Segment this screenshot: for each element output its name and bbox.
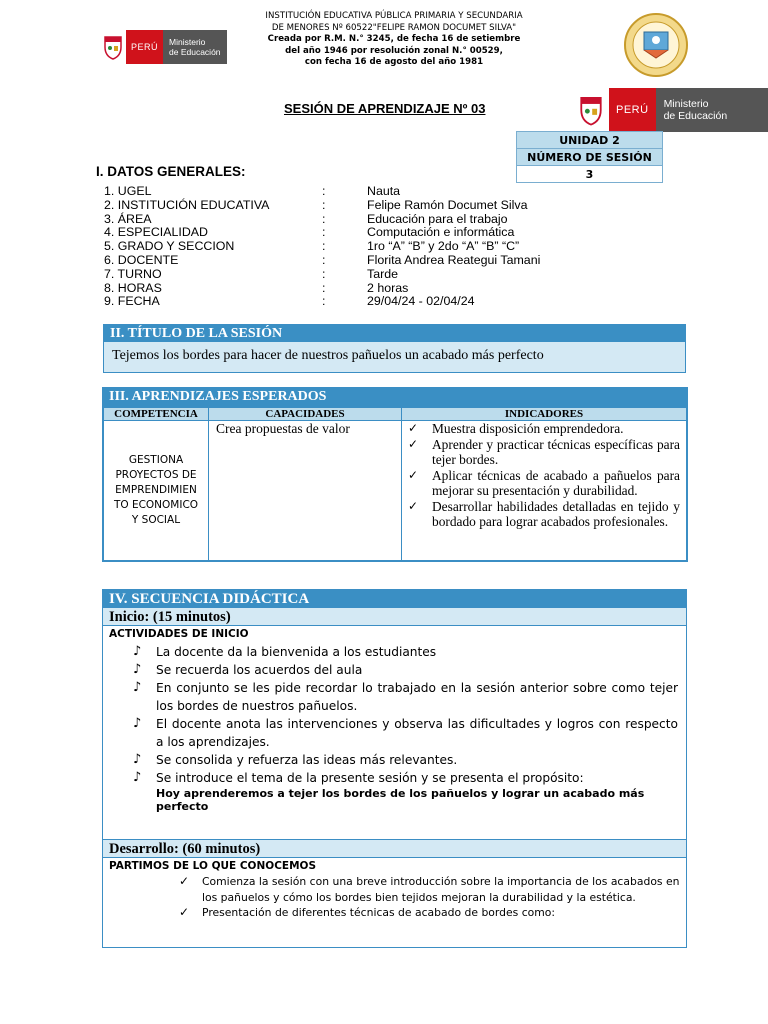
datos-colon: : bbox=[322, 225, 326, 240]
competencia-line: EMPRENDIMIEN bbox=[115, 484, 197, 496]
datos-row bbox=[104, 268, 564, 282]
secuencia-heading: IV. SECUENCIA DIDÁCTICA bbox=[103, 590, 686, 607]
list-item: ✓ Aplicar técnicas de acabado a pañuelos para mejorar su presentación y durabilidad. bbox=[408, 467, 680, 498]
datos-row bbox=[104, 185, 564, 199]
datos-value: Nauta bbox=[367, 184, 401, 198]
desarrollo-list bbox=[103, 874, 686, 921]
datos-key: 8. HORAS bbox=[104, 280, 162, 295]
inicio-heading: Inicio: (15 minutos) bbox=[103, 607, 686, 626]
datos-key: 3. ÁREA bbox=[104, 211, 152, 226]
music-note-icon: ♪ bbox=[133, 680, 142, 695]
datos-value: Computación e informática bbox=[367, 225, 515, 240]
capacidad-cell: Crea propuestas de valor bbox=[209, 421, 402, 561]
datos-row bbox=[104, 226, 564, 240]
list-item: ♪ Se introduce el tema de la presente sesión y se presenta el propósito: bbox=[133, 770, 584, 785]
datos-list bbox=[104, 185, 564, 309]
session-number-value: 3 bbox=[517, 166, 663, 183]
music-note-icon: ♪ bbox=[133, 752, 142, 767]
check-icon: ✓ bbox=[179, 905, 190, 919]
desarrollo-content bbox=[103, 859, 686, 921]
ministerio-line1: Ministerio bbox=[169, 37, 206, 47]
ministerio-line2: de Educación bbox=[169, 47, 221, 57]
datos-value: 29/04/24 - 02/04/24 bbox=[367, 294, 475, 309]
titulo-sesion-heading: II. TÍTULO DE LA SESIÓN bbox=[104, 325, 685, 342]
datos-row bbox=[104, 213, 564, 227]
ministerio-line1: Ministerio bbox=[663, 98, 709, 110]
datos-value: 2 horas bbox=[367, 280, 409, 295]
school-line2: DE MENORES Nº 60522"FELIPE RAMON DOCUMET SILVA" bbox=[271, 22, 517, 33]
datos-key: 9. FECHA bbox=[104, 294, 160, 309]
list-item: ✓ Comienza la sesión con una breve introducción sobre la importancia de los acabados en los pañuelos y cómo los bordes bien tejidos mejoran la durabilidad y la estética. bbox=[179, 874, 680, 904]
datos-key: 7. TURNO bbox=[104, 266, 162, 281]
col-indicadores: INDICADORES bbox=[402, 408, 687, 421]
session-number-label: NÚMERO DE SESIÓN bbox=[517, 149, 663, 166]
school-header bbox=[248, 11, 540, 69]
datos-key: 1. UGEL bbox=[104, 184, 152, 198]
list-item: ♪ En conjunto se les pide recordar lo trabajado en la sesión anterior sobre como tejer los bordes de nuestros pañuelos. bbox=[133, 680, 678, 713]
list-item: ♪ Se recuerda los acuerdos del aula bbox=[133, 662, 363, 677]
datos-value: Felipe Ramón Documet Silva bbox=[367, 197, 528, 212]
datos-colon: : bbox=[322, 252, 326, 267]
actividades-heading: ACTIVIDADES DE INICIO bbox=[109, 628, 249, 640]
proposito-text: Hoy aprenderemos a tejer los bordes de los pañuelos y lograr un acabado más perfecto bbox=[156, 787, 645, 813]
school-line1: INSTITUCIÓN EDUCATIVA PÚBLICA PRIMARIA Y SECUNDARIA bbox=[265, 11, 523, 21]
competencia-line: Y SOCIAL bbox=[131, 514, 181, 526]
datos-row bbox=[104, 254, 564, 268]
aprendizajes-heading: III. APRENDIZAJES ESPERADOS bbox=[103, 388, 687, 407]
check-icon: ✓ bbox=[408, 421, 419, 435]
list-item: ♪ El docente anota las intervenciones y observa las dificultades y logros con respecto a los aprendizajes. bbox=[133, 716, 678, 749]
music-note-icon: ♪ bbox=[133, 644, 142, 659]
datos-colon: : bbox=[322, 266, 326, 281]
school-seal bbox=[624, 12, 688, 83]
col-competencia: COMPETENCIA bbox=[104, 408, 209, 421]
coat-of-arms-icon bbox=[100, 30, 126, 64]
partimos-heading: PARTIMOS DE LO QUE CONOCEMOS bbox=[109, 860, 317, 872]
datos-value: Educación para el trabajo bbox=[367, 211, 508, 226]
list-item: ✓ Presentación de diferentes técnicas de acabado de bordes como: bbox=[179, 905, 556, 919]
competencia-line: PROYECTOS DE bbox=[115, 469, 197, 481]
datos-value: Florita Andrea Reategui Tamani bbox=[367, 252, 541, 267]
ministerio-line2: de Educación bbox=[663, 110, 728, 122]
creation-line3: con fecha 16 de agosto del año 1981 bbox=[304, 57, 484, 67]
check-icon: ✓ bbox=[408, 467, 419, 482]
unit-table bbox=[516, 131, 663, 183]
minedu-logo-right bbox=[573, 88, 768, 132]
page-title: SESIÓN DE APRENDIZAJE Nº 03 bbox=[284, 101, 486, 116]
check-icon: ✓ bbox=[408, 436, 419, 451]
indicadores-list bbox=[402, 421, 686, 530]
ministerio-label bbox=[163, 30, 227, 64]
list-item: ♪ La docente da la bienvenida a los estudiantes bbox=[133, 644, 437, 659]
competencia-line: TO ECONOMICO bbox=[113, 499, 199, 511]
indicadores-cell bbox=[402, 421, 687, 561]
datos-colon: : bbox=[322, 197, 326, 212]
datos-value: 1ro “A” “B” y 2do “A” “B” “C” bbox=[367, 239, 520, 254]
datos-row bbox=[104, 240, 564, 254]
col-capacidades: CAPACIDADES bbox=[209, 408, 402, 421]
actividades-list bbox=[103, 643, 686, 787]
coat-of-arms-icon bbox=[573, 88, 609, 132]
competencia-line: GESTIONA bbox=[128, 454, 184, 466]
unit-label: UNIDAD 2 bbox=[517, 132, 663, 149]
datos-key: 2. INSTITUCIÓN EDUCATIVA bbox=[104, 197, 270, 212]
datos-key: 6. DOCENTE bbox=[104, 252, 179, 267]
list-item: ✓ Muestra disposición emprendedora. bbox=[408, 421, 624, 436]
datos-heading: I. DATOS GENERALES: bbox=[96, 164, 246, 179]
list-item: ✓ Desarrollar habilidades detalladas en tejido y bordado para lograr acabados profesionales. bbox=[408, 498, 680, 529]
list-item: ♪ Se consolida y refuerza las ideas más relevantes. bbox=[133, 752, 458, 767]
datos-key: 5. GRADO Y SECCION bbox=[104, 239, 235, 254]
peru-label: PERÚ bbox=[609, 88, 656, 132]
datos-row bbox=[104, 282, 564, 296]
music-note-icon: ♪ bbox=[133, 662, 142, 677]
creation-line2: del año 1946 por resolución zonal N.° 00529, bbox=[285, 45, 503, 56]
list-item: ✓ Aprender y practicar técnicas específicas para tejer bordes. bbox=[408, 436, 680, 467]
datos-value: Tarde bbox=[367, 266, 398, 281]
datos-key: 4. ESPECIALIDAD bbox=[104, 225, 208, 240]
datos-colon: : bbox=[322, 239, 326, 254]
check-icon: ✓ bbox=[408, 498, 419, 513]
check-icon: ✓ bbox=[179, 874, 190, 888]
datos-colon: : bbox=[322, 294, 326, 309]
datos-colon: : bbox=[322, 211, 326, 226]
minedu-logo-left bbox=[100, 30, 227, 64]
secuencia-box bbox=[102, 589, 687, 948]
competencia-cell bbox=[104, 421, 209, 561]
creation-line1: Creada por R.M. N.° 3245, de fecha 16 de setiembre bbox=[267, 34, 521, 44]
aprendizajes-table bbox=[103, 407, 687, 561]
ministerio-label bbox=[656, 88, 768, 132]
desarrollo-heading: Desarrollo: (60 minutos) bbox=[103, 839, 686, 858]
titulo-sesion-box bbox=[103, 324, 686, 373]
peru-label: PERÚ bbox=[126, 30, 163, 64]
titulo-sesion-text: Tejemos los bordes para hacer de nuestros pañuelos un acabado más perfecto bbox=[104, 342, 685, 372]
datos-colon: : bbox=[322, 280, 326, 295]
datos-row bbox=[104, 295, 564, 309]
datos-row bbox=[104, 199, 564, 213]
music-note-icon: ♪ bbox=[133, 716, 142, 731]
music-note-icon: ♪ bbox=[133, 770, 142, 785]
datos-colon: : bbox=[322, 184, 326, 198]
aprendizajes-box bbox=[102, 387, 688, 562]
